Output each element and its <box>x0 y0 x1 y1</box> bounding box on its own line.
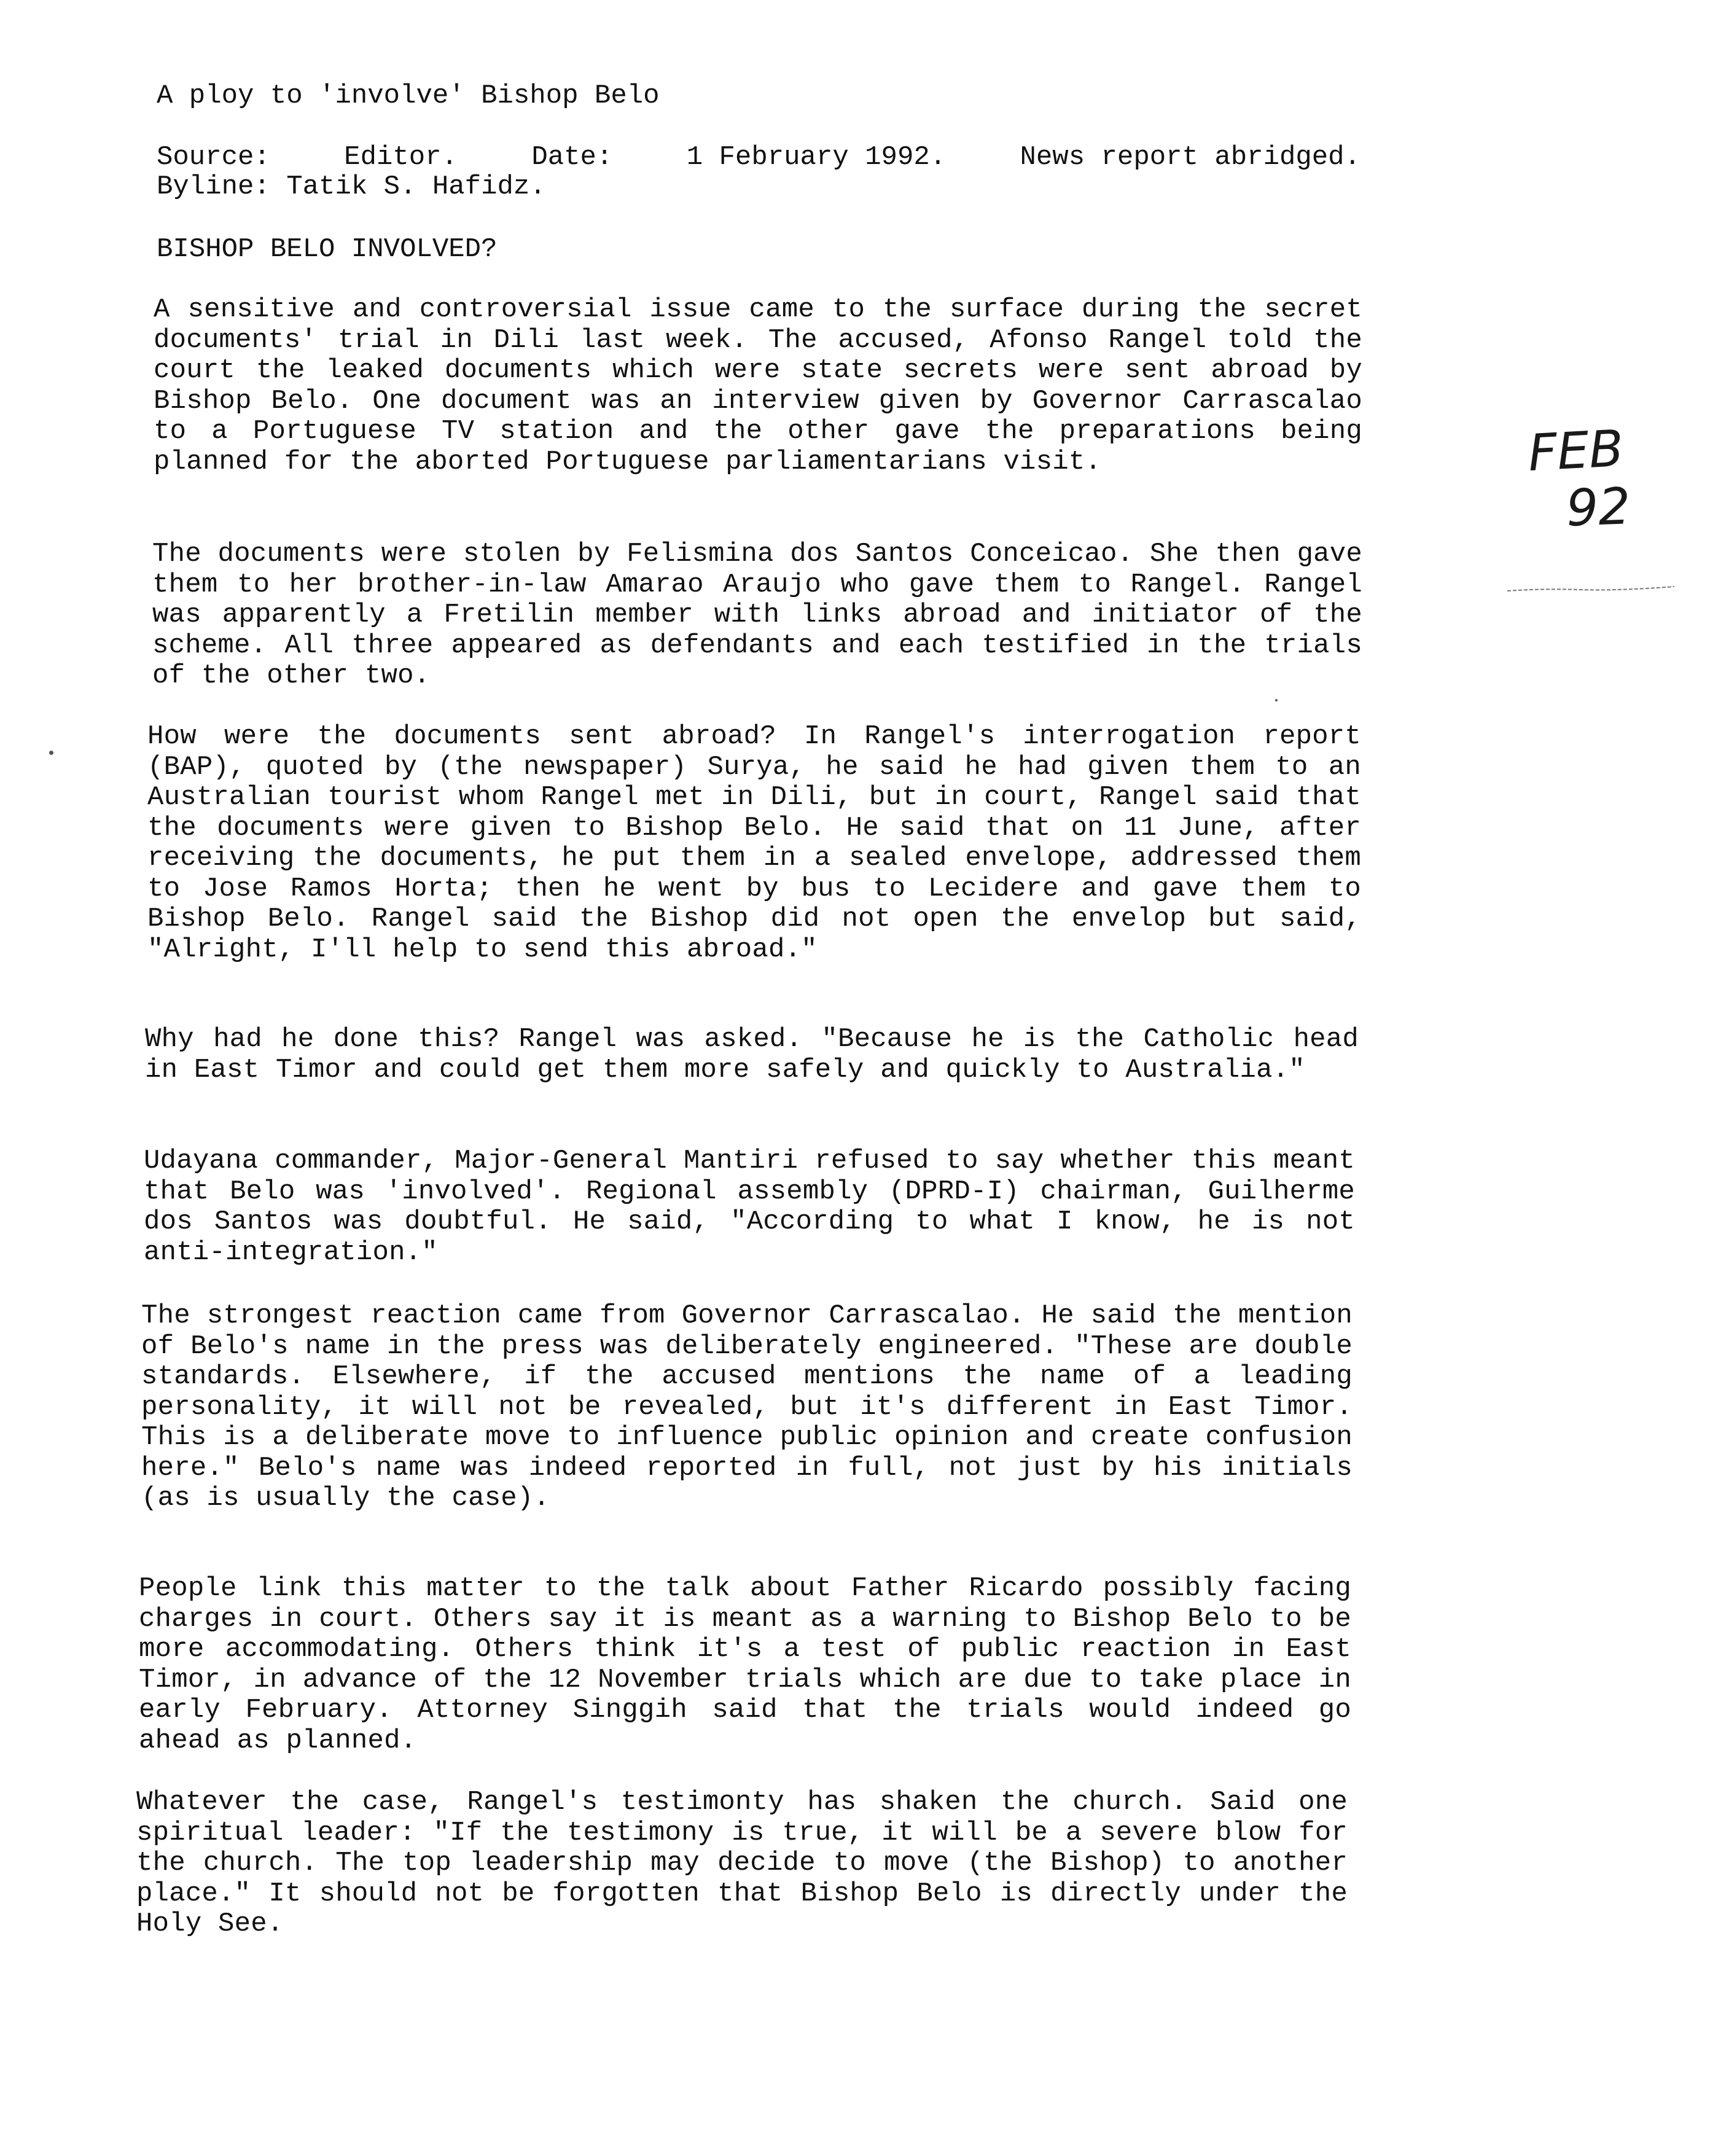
report-note: News report abridged. <box>1020 142 1361 173</box>
paragraph: A sensitive and controversial issue came to the surface during the secret documents' trial in Dili last week. The accused, Afonso Rangel told the court the leaked documents which were state secrets were sent abroad by Bishop Belo. One document was an interview given by Governor Carrascalao to a Portuguese TV station and the other gave the preparations being planned for the aborted Portuguese parliamentarians visit. <box>154 294 1362 477</box>
paragraph: Whatever the case, Rangel's testimonty has shaken the church. Said one spiritual leader: "If the testimony is true, it will be a severe blow for the church. The top leadership may decide to move (the Bishop) to another place." It should not be forgotten that Bishop Belo is directly under the Holy See. <box>136 1787 1348 1939</box>
scan-speck <box>49 751 53 755</box>
paragraph: Udayana commander, Major-General Mantiri refused to say whether this meant that Belo was 'involved'. Regional assembly (DPRD-I) chairman, Guilherme dos Santos was doubtful. He said, "According to what I know, he is not anti-integration." <box>144 1146 1355 1268</box>
paragraph: How were the documents sent abroad? In Rangel's interrogation report (BAP), quoted by (the newspaper) Surya, he said he had given them to an Australian tourist whom Rangel met in Dili, but in court, Rangel said that the documents were given to Bishop Belo. He said that on 11 June, after receiving the documents, he put them in a sealed envelope, addressed them to Jose Ramos Horta; then he went by bus to Lecidere and gave them to Bishop Belo. Rangel said the Bishop did not open the envelop but said, "Alright, I'll help to send this abroad." <box>147 721 1361 965</box>
handwritten-month: FEB <box>1526 420 1625 483</box>
scan-speck <box>1275 699 1278 701</box>
paragraph: The strongest reaction came from Governor Carrascalao. He said the mention of Belo's name in the press was deliberately engineered. "These are double standards. Elsewhere, if the accused mentions the name of a leading personality, it will not be revealed, but it's different in East Timor. This is a deliberate move to influence public opinion and create confusion here." Belo's name was indeed reported in full, not just by his initials (as is usually the case). <box>141 1300 1353 1513</box>
paragraph: Why had he done this? Rangel was asked. "Because he is the Catholic head in East Timor and could get them more safely and quickly to Australia." <box>145 1024 1359 1085</box>
paragraph: People link this matter to the talk about Father Ricardo possibly facing charges in court. Others say it is meant as a warning to Bishop Belo to be more accommodating. Others think it's a test of public reaction in East Timor, in advance of the 12 November trials which are due to take place in early February. Attorney Singgih said that the trials would indeed go ahead as planned. <box>139 1573 1351 1756</box>
source-value: Editor. <box>344 142 458 173</box>
source-line <box>157 143 1361 172</box>
date-label: Date: <box>531 142 613 173</box>
date-value: 1 February 1992. <box>686 142 947 173</box>
paragraph: The documents were stolen by Felismina dos Santos Conceicao. She then gave them to her brother-in-law Amarao Araujo who gave them to Rangel. Rangel was apparently a Fretilin member with links abroad and initiator of the scheme. All three appeared as defendants and each testified in the trials of the other two. <box>152 539 1362 691</box>
document-title: A ploy to 'involve' Bishop Belo <box>157 80 660 111</box>
handwritten-annotation <box>1523 420 1683 547</box>
article-heading: BISHOP BELO INVOLVED? <box>157 234 498 265</box>
byline: Byline: Tatik S. Hafidz. <box>157 171 546 202</box>
source-label: Source: <box>157 142 270 173</box>
handwritten-year: 92 <box>1565 477 1631 538</box>
pencil-mark <box>1506 585 1676 593</box>
source-block <box>157 143 1361 201</box>
